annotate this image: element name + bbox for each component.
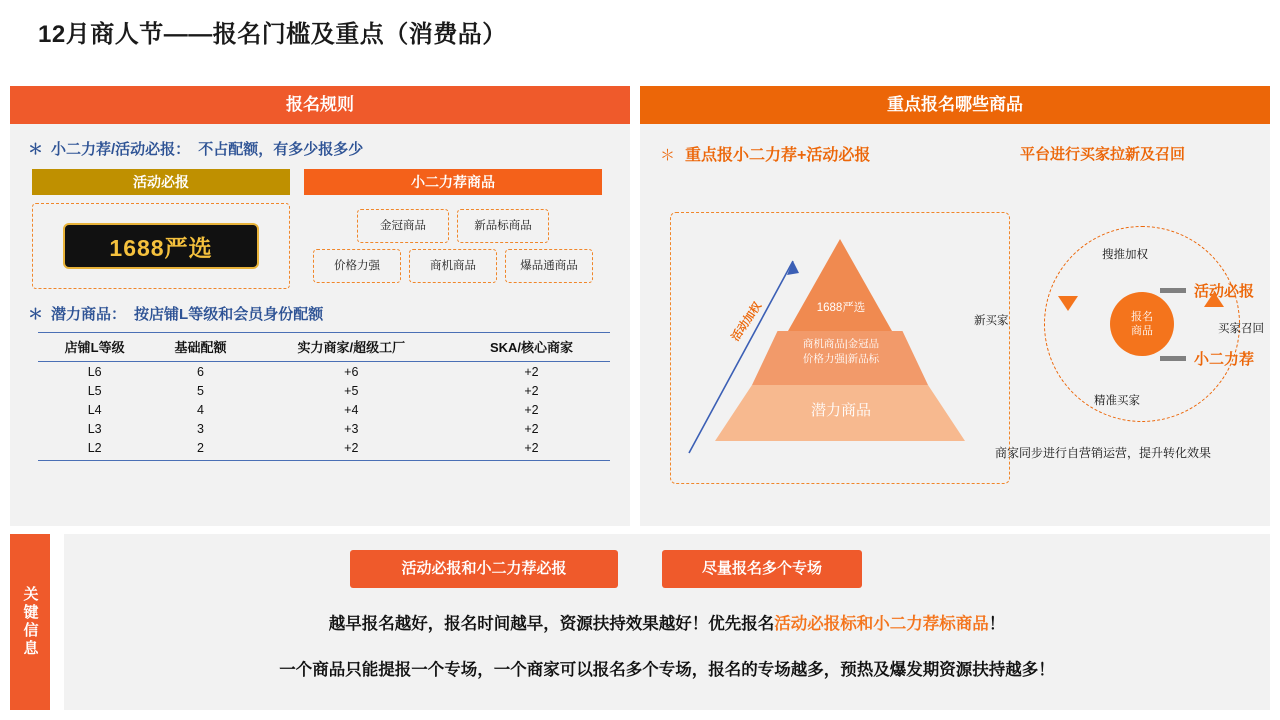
key-info-line-2: 一个商品只能提报一个专场，一个商家可以报名多个专场，报名的专场越多，预热及爆发期资源扶持越多！ — [279, 661, 1055, 679]
triangle-up-icon — [1204, 292, 1224, 307]
cell-ska: +2 — [453, 438, 610, 460]
cell-ska: +2 — [524, 383, 539, 398]
rule-1-label: 小二力荐/活动必报： — [51, 141, 191, 158]
tab-row — [32, 169, 630, 195]
key-info-tab-label: 关键信息 — [21, 586, 39, 658]
th-strong-merchant: 实力商家/超级工厂 — [250, 333, 453, 362]
recommended-box-group — [304, 203, 602, 289]
must-report-box — [32, 203, 290, 289]
th-ska: SKA/核心商家 — [453, 333, 610, 362]
cell-level: L5 — [87, 383, 102, 398]
cell-level: L4 — [87, 402, 102, 417]
rule-2-label: 潜力商品： — [51, 306, 127, 323]
star-icon-3: ＊ — [660, 146, 676, 164]
pill-must-report[interactable]: 活动必报和小二力荐必报 — [350, 550, 618, 588]
cell-level: L3 — [87, 421, 102, 436]
tag-must-report-label: 活动必报 — [1194, 283, 1255, 300]
box-line-1 — [304, 209, 602, 243]
boxes-row — [32, 203, 630, 289]
quota-table — [38, 332, 610, 461]
pyramid-top-label: 1688严选 — [816, 302, 866, 314]
center-circle-line1: 报名 — [1131, 311, 1153, 323]
rule-2-value: 按店铺L等级和会员身份配额 — [134, 306, 324, 323]
right-note: 商家同步进行自营销运营，提升转化效果 — [995, 446, 1212, 460]
cell-base: 2 — [151, 438, 249, 460]
tab-must-report[interactable]: 活动必报 — [32, 169, 290, 195]
quota-table-wrap — [38, 332, 612, 461]
product-tag-opportunity: 商机商品 — [409, 249, 497, 283]
key-info-line-1b: 活动必报标和小二力荐标商品 — [774, 615, 989, 633]
weight-arrow-icon — [671, 213, 1011, 485]
tab-recommended[interactable]: 小二力荐商品 — [304, 169, 602, 195]
pill-multi-session[interactable]: 尽量报名多个专场 — [662, 550, 862, 588]
product-tag-new-product: 新品标商品 — [457, 209, 549, 243]
product-tag-price-power: 价格力强 — [313, 249, 401, 283]
rule-2 — [28, 303, 630, 324]
center-circle — [1110, 292, 1174, 356]
cell-strong: +4 — [344, 402, 359, 417]
center-circle-line2: 商品 — [1131, 325, 1153, 337]
cell-level: L2 — [38, 438, 151, 460]
right-headings — [640, 140, 1270, 166]
rule-1 — [28, 138, 630, 159]
cell-level: L6 — [87, 364, 102, 379]
cell-ska: +2 — [524, 421, 539, 436]
star-icon: ＊ — [28, 141, 44, 158]
key-info-pill-row — [350, 550, 1270, 588]
pyramid-middle-label-line2: 价格力强|新品标 — [802, 353, 880, 365]
cell-ska: +2 — [524, 364, 539, 379]
right-panel-header: 重点报名哪些商品 — [640, 86, 1270, 124]
table-row — [38, 381, 610, 400]
cell-strong: +3 — [344, 421, 359, 436]
key-info-line-1c: ！ — [988, 615, 1006, 633]
triangle-down-icon — [1058, 296, 1078, 311]
table-header-row — [38, 333, 610, 362]
arrow-label: 活动加权 — [729, 300, 765, 344]
badge-1688: 1688严选 — [63, 223, 259, 269]
circle-label-bottom: 精准买家 — [1094, 395, 1140, 407]
left-panel-header: 报名规则 — [10, 86, 630, 124]
tag-recommended-label: 小二力荐 — [1194, 351, 1255, 368]
table-row — [38, 362, 610, 382]
cell-base: 6 — [196, 364, 204, 379]
key-info-tab — [10, 534, 50, 710]
cell-strong: +2 — [250, 438, 453, 460]
box-line-2 — [304, 249, 602, 283]
circle-label-right: 买家召回 — [1218, 323, 1264, 335]
cell-strong: +6 — [344, 364, 359, 379]
right-heading-1-text: 重点报小二力荐+活动必报 — [685, 146, 871, 164]
th-base-quota: 基础配额 — [151, 333, 249, 362]
right-panel — [640, 86, 1270, 526]
product-tag-baopintong: 爆品通商品 — [505, 249, 593, 283]
pyramid-middle-label-line1: 商机商品|金冠品 — [802, 338, 880, 350]
key-info-line-1a: 越早报名越好，报名时间越早，资源扶持效果越好！优先报名 — [328, 615, 775, 633]
page-title: 12月商人节——报名门槛及重点（消费品） — [38, 21, 507, 48]
cell-base: 4 — [196, 402, 204, 417]
key-info-line-1 — [64, 610, 1270, 634]
star-icon-2: ＊ — [28, 306, 44, 323]
product-tag-gold-crown: 金冠商品 — [357, 209, 449, 243]
cell-base: 3 — [196, 421, 204, 436]
table-row — [38, 419, 610, 438]
right-heading-2: 平台进行买家拉新及召回 — [1020, 145, 1186, 163]
th-level: 店铺L等级 — [38, 333, 151, 362]
table-row — [38, 438, 610, 460]
key-info-body — [64, 534, 1270, 710]
cell-ska: +2 — [524, 402, 539, 417]
left-panel — [10, 86, 630, 526]
cell-base: 5 — [196, 383, 204, 398]
table-row — [38, 400, 610, 419]
rule-1-value: 不占配额，有多少报多少 — [198, 141, 364, 158]
cell-strong: +5 — [344, 383, 359, 398]
circle-label-top: 搜推加权 — [1102, 249, 1148, 261]
circle-label-left: 新买家 — [974, 315, 1009, 327]
right-heading-1 — [660, 142, 870, 165]
pyramid-container — [670, 212, 1010, 484]
pyramid-bottom-label: 潜力商品 — [810, 402, 871, 419]
